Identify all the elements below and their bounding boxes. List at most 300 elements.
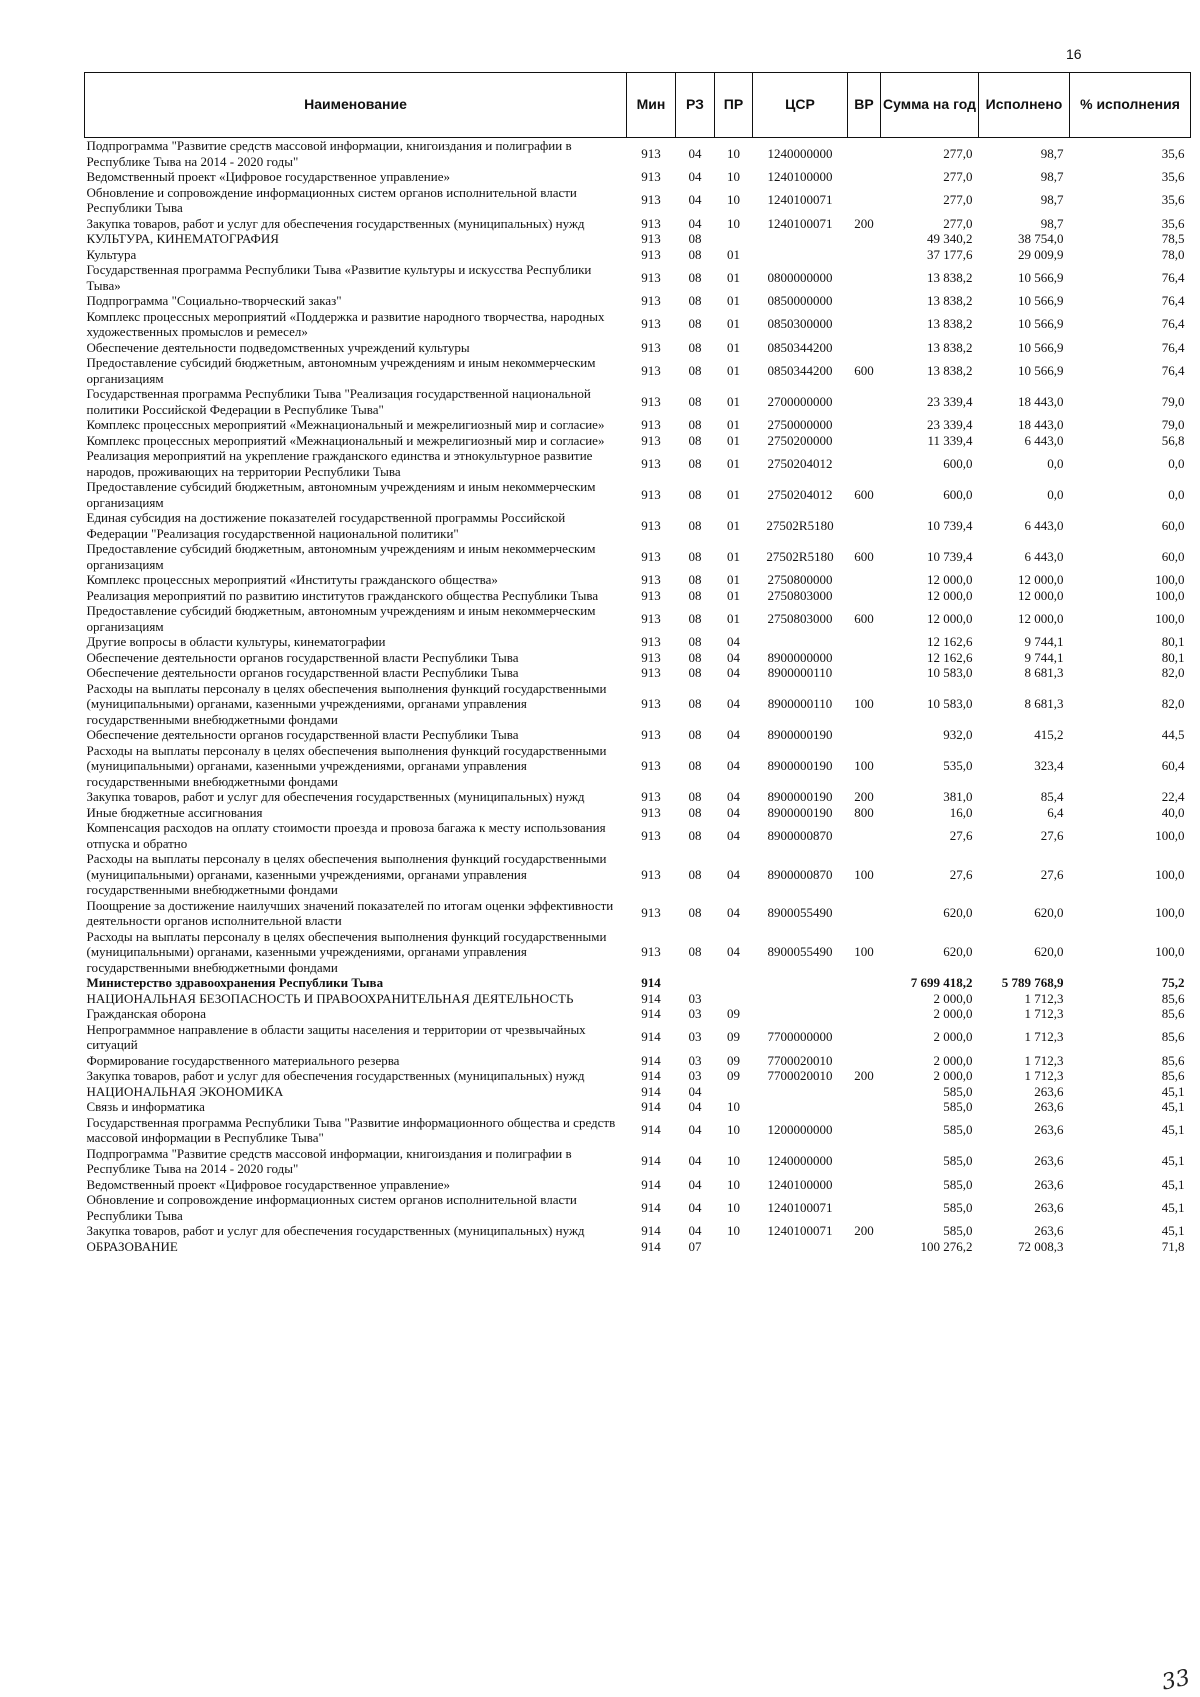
row-sum: 381,0 xyxy=(943,789,973,804)
row-csr: 8900000110 xyxy=(767,696,833,711)
row-vr: 100 xyxy=(854,758,874,773)
table-row xyxy=(85,1177,1191,1193)
row-done: 6 443,0 xyxy=(1024,548,1064,564)
row-pr: 10 xyxy=(727,1153,740,1169)
row-name: Обеспечение деятельности подведомственных учреждений культуры xyxy=(86,339,470,355)
row-sum: 2 000,0 xyxy=(933,1006,973,1021)
row-csr: 0800000000 xyxy=(767,269,833,285)
row-vr xyxy=(848,417,881,433)
row-vr xyxy=(848,340,881,356)
row-min: 913 xyxy=(641,610,661,626)
table-row xyxy=(85,743,1191,790)
table-row xyxy=(85,1053,1191,1069)
budget-table-sheet xyxy=(84,72,1190,1254)
row-pct: 45,1 xyxy=(1161,1199,1185,1215)
row-pct: 76,4 xyxy=(1161,339,1185,355)
row-done: 6 443,0 xyxy=(1024,432,1064,448)
row-done: 263,6 xyxy=(1034,1083,1064,1099)
row-done: 27,6 xyxy=(1040,827,1064,843)
row-rz: 08 xyxy=(688,246,702,262)
row-name: Комплекс процессных мероприятий «Межнациональный и межрелигиозный мир и согласие» xyxy=(86,417,605,432)
row-csr: 2750803000 xyxy=(767,587,833,603)
row-pct: 80,1 xyxy=(1161,634,1185,649)
row-csr: 1240100071 xyxy=(767,215,833,231)
row-min: 913 xyxy=(641,362,661,378)
row-csr: 7700000000 xyxy=(767,1029,833,1045)
row-min: 913 xyxy=(641,417,661,432)
row-pr: 09 xyxy=(727,1052,740,1068)
row-csr: 8900000190 xyxy=(767,804,833,820)
row-csr: 8900000000 xyxy=(767,649,833,665)
table-row xyxy=(85,572,1191,588)
row-csr: 2750204012 xyxy=(767,486,833,502)
row-min: 914 xyxy=(641,1153,661,1169)
table-row xyxy=(85,820,1191,851)
row-csr: 27502R5180 xyxy=(766,548,834,564)
row-vr xyxy=(848,293,881,309)
row-min: 913 xyxy=(641,587,661,603)
row-vr: 200 xyxy=(854,215,874,231)
row-name: Государственная программа Республики Тыва "Развитие информационного общества и средств массовой информации в Республике Тыва" xyxy=(86,1114,616,1145)
row-sum: 100 276,2 xyxy=(920,1238,973,1254)
row-done: 1 712,3 xyxy=(1024,1068,1064,1083)
row-rz: 08 xyxy=(688,758,702,773)
row-csr: 8900000190 xyxy=(767,758,833,773)
row-min: 913 xyxy=(641,393,661,409)
row-rz: 08 xyxy=(688,634,702,649)
row-pct: 60,0 xyxy=(1161,548,1185,564)
row-vr: 200 xyxy=(854,1068,874,1083)
row-sum: 2 000,0 xyxy=(933,1068,973,1083)
row-rz: 04 xyxy=(688,1099,702,1114)
row-rz: 03 xyxy=(688,1006,702,1021)
row-pr: 01 xyxy=(727,339,740,355)
table-row xyxy=(85,1192,1191,1223)
row-sum: 277,0 xyxy=(943,169,973,184)
row-pct: 56,8 xyxy=(1161,432,1185,448)
row-csr xyxy=(753,1099,848,1115)
row-min: 914 xyxy=(641,1099,661,1114)
row-name: Подпрограмма "Социально-творческий заказ" xyxy=(86,293,342,308)
row-pr: 01 xyxy=(727,455,740,471)
row-pct: 40,0 xyxy=(1161,804,1185,820)
row-rz: 08 xyxy=(688,393,702,409)
row-pct: 76,4 xyxy=(1161,362,1185,378)
row-min: 913 xyxy=(641,634,661,649)
header-name: Наименование xyxy=(85,73,627,138)
row-pct: 35,6 xyxy=(1161,192,1185,208)
row-done: 1 712,3 xyxy=(1024,1006,1064,1021)
row-name: Расходы на выплаты персоналу в целях обеспечения выполнения функций государственными (муниципальными) органами, казенными учреждениями, органами управления государственными внебюджетными фондами xyxy=(86,851,607,897)
row-pr: 01 xyxy=(727,393,740,409)
row-pr: 04 xyxy=(727,696,740,711)
row-csr xyxy=(753,975,848,991)
row-vr: 600 xyxy=(854,548,874,564)
row-pr: 01 xyxy=(727,548,740,564)
row-vr: 600 xyxy=(854,610,874,626)
table-row xyxy=(85,309,1191,340)
row-rz: 03 xyxy=(688,1052,702,1068)
row-done: 10 566,9 xyxy=(1018,269,1064,285)
row-vr xyxy=(848,1006,881,1022)
row-vr xyxy=(848,1146,881,1177)
row-rz: 08 xyxy=(688,316,702,332)
row-done: 27,6 xyxy=(1040,866,1064,882)
table-row xyxy=(85,603,1191,634)
row-csr: 1200000000 xyxy=(767,1122,833,1138)
row-min: 914 xyxy=(641,1006,661,1021)
row-csr xyxy=(753,1239,848,1255)
row-min: 913 xyxy=(641,649,661,665)
row-done: 8 681,3 xyxy=(1024,696,1064,711)
row-pct: 76,4 xyxy=(1161,316,1185,332)
row-rz: 08 xyxy=(688,231,702,246)
row-rz: 08 xyxy=(688,944,702,959)
row-sum: 23 339,4 xyxy=(927,393,973,409)
table-row xyxy=(85,510,1191,541)
row-vr xyxy=(848,169,881,185)
row-pct: 78,0 xyxy=(1161,246,1185,262)
row-pct: 82,0 xyxy=(1161,696,1185,711)
row-name: Закупка товаров, работ и услуг для обеспечения государственных (муниципальных) нужд xyxy=(86,789,585,804)
row-done: 0,0 xyxy=(1047,455,1064,471)
row-vr: 200 xyxy=(854,789,874,804)
row-min: 913 xyxy=(641,827,661,843)
row-min: 914 xyxy=(641,975,661,990)
row-pr: 01 xyxy=(727,572,740,587)
row-sum: 585,0 xyxy=(943,1153,973,1169)
row-name: Расходы на выплаты персоналу в целях обеспечения выполнения функций государственными (муниципальными) органами, казенными учреждениями, органами управления государственными внебюджетными фондами xyxy=(86,928,607,975)
row-pr: 09 xyxy=(727,1029,740,1045)
table-row xyxy=(85,1068,1191,1084)
row-csr xyxy=(753,1006,848,1022)
row-rz: 08 xyxy=(688,548,702,564)
row-vr xyxy=(848,309,881,340)
table-row xyxy=(85,1239,1191,1255)
table-row xyxy=(85,355,1191,386)
table-row xyxy=(85,789,1191,805)
row-pr: 01 xyxy=(727,246,740,262)
row-name: Реализация мероприятий по развитию институтов гражданского общества Республики Тыва xyxy=(86,587,599,603)
row-csr xyxy=(753,634,848,650)
row-rz: 04 xyxy=(688,215,702,231)
row-min: 913 xyxy=(641,517,661,533)
row-vr xyxy=(848,262,881,293)
row-name: Ведомственный проект «Цифровое государственное управление» xyxy=(86,169,450,184)
row-csr: 1240100071 xyxy=(767,192,833,208)
row-min: 913 xyxy=(641,665,661,680)
row-sum: 10 739,4 xyxy=(927,517,973,533)
row-name: Предоставление субсидий бюджетным, автономным учреждениям и иным некоммерческим организациям xyxy=(86,603,596,634)
row-pr: 04 xyxy=(727,866,740,882)
row-vr xyxy=(848,185,881,216)
table-row xyxy=(85,541,1191,572)
row-rz: 08 xyxy=(688,905,702,921)
row-name: Предоставление субсидий бюджетным, автономным учреждениям и иным некоммерческим организациям xyxy=(86,355,596,386)
row-rz: 08 xyxy=(688,362,702,378)
row-sum: 12 162,6 xyxy=(927,634,973,649)
row-sum: 13 838,2 xyxy=(927,316,973,332)
row-sum: 585,0 xyxy=(943,1199,973,1215)
row-pct: 85,6 xyxy=(1161,1068,1185,1083)
table-row xyxy=(85,340,1191,356)
row-pr: 10 xyxy=(727,145,740,161)
row-rz: 08 xyxy=(688,587,702,603)
row-pct: 85,6 xyxy=(1161,990,1185,1006)
row-sum: 2 000,0 xyxy=(933,1052,973,1068)
row-name: Непрограммное направление в области защиты населения и территории от чрезвычайных ситуаций xyxy=(86,1021,586,1052)
row-name: Обеспечение деятельности органов государственной власти Республики Тыва xyxy=(86,649,519,665)
row-rz: 04 xyxy=(688,1176,702,1192)
row-done: 263,6 xyxy=(1034,1122,1064,1138)
row-name: Государственная программа Республики Тыва «Развитие культуры и искусства Республики Тыва» xyxy=(86,262,592,293)
row-done: 263,6 xyxy=(1034,1153,1064,1169)
row-min: 914 xyxy=(641,1068,661,1083)
row-pr: 01 xyxy=(727,587,740,603)
table-row xyxy=(85,851,1191,898)
header-vr: ВР xyxy=(848,73,881,138)
row-pct: 78,5 xyxy=(1161,231,1185,246)
row-rz: 08 xyxy=(688,649,702,665)
header-done: Исполнено xyxy=(979,73,1070,138)
row-min: 914 xyxy=(641,1029,661,1045)
row-pr: 04 xyxy=(727,727,740,742)
table-row xyxy=(85,231,1191,247)
row-vr: 100 xyxy=(854,944,874,959)
row-sum: 13 838,2 xyxy=(927,362,973,378)
row-pr: 01 xyxy=(727,417,740,432)
table-row xyxy=(85,262,1191,293)
row-min: 913 xyxy=(641,145,661,161)
row-min: 913 xyxy=(641,758,661,773)
table-row xyxy=(85,1006,1191,1022)
row-rz: 08 xyxy=(688,789,702,804)
row-done: 12 000,0 xyxy=(1018,587,1064,603)
row-done: 98,7 xyxy=(1040,215,1064,231)
table-row xyxy=(85,1099,1191,1115)
table-row xyxy=(85,665,1191,681)
row-csr xyxy=(753,247,848,263)
row-done: 98,7 xyxy=(1040,169,1064,184)
row-pct: 45,1 xyxy=(1161,1176,1185,1192)
row-pr: 04 xyxy=(727,827,740,843)
row-sum: 23 339,4 xyxy=(927,417,973,432)
row-pct: 100,0 xyxy=(1155,610,1185,626)
row-sum: 27,6 xyxy=(949,827,973,843)
row-sum: 49 340,2 xyxy=(927,231,973,246)
row-vr: 600 xyxy=(854,362,874,378)
row-csr: 27502R5180 xyxy=(766,517,834,533)
row-vr: 200 xyxy=(854,1223,874,1238)
row-sum: 37 177,6 xyxy=(927,246,973,262)
row-done: 10 566,9 xyxy=(1018,293,1064,308)
row-csr: 2750000000 xyxy=(767,417,833,432)
row-pr: 04 xyxy=(727,804,740,820)
row-name: Расходы на выплаты персоналу в целях обеспечения выполнения функций государственными (муниципальными) органами, казенными учреждениями, органами управления государственными внебюджетными фондами xyxy=(86,680,607,727)
row-vr xyxy=(848,386,881,417)
row-rz: 04 xyxy=(688,1153,702,1169)
row-done: 1 712,3 xyxy=(1024,1029,1064,1045)
row-rz: 04 xyxy=(688,1083,702,1099)
row-vr xyxy=(848,588,881,604)
row-name: Комплекс процессных мероприятий «Поддержка и развитие народного творчества, народных художественных промыслов и ремесел» xyxy=(86,308,605,339)
row-vr xyxy=(848,1084,881,1100)
table-row xyxy=(85,588,1191,604)
row-sum: 27,6 xyxy=(949,866,973,882)
row-sum: 585,0 xyxy=(943,1122,973,1138)
row-pct: 76,4 xyxy=(1161,269,1185,285)
row-vr xyxy=(848,820,881,851)
row-vr xyxy=(848,138,881,170)
row-name: НАЦИОНАЛЬНАЯ ЭКОНОМИКА xyxy=(86,1083,284,1099)
row-vr xyxy=(848,727,881,743)
row-rz xyxy=(676,975,715,991)
row-name: Закупка товаров, работ и услуг для обеспечения государственных (муниципальных) нужд xyxy=(86,1068,585,1083)
row-pct: 85,6 xyxy=(1161,1052,1185,1068)
row-done: 415,2 xyxy=(1034,727,1064,742)
row-vr xyxy=(848,1177,881,1193)
row-pct: 100,0 xyxy=(1155,572,1185,587)
table-row xyxy=(85,1115,1191,1146)
row-rz: 08 xyxy=(688,804,702,820)
row-pr: 04 xyxy=(727,905,740,921)
row-csr: 8900000110 xyxy=(767,665,833,680)
row-done: 9 744,1 xyxy=(1024,634,1064,649)
row-pct: 85,6 xyxy=(1161,1006,1185,1021)
row-csr: 2750800000 xyxy=(767,572,833,587)
row-min: 913 xyxy=(641,231,661,246)
row-pr: 10 xyxy=(727,215,740,231)
row-vr xyxy=(848,650,881,666)
row-vr xyxy=(848,572,881,588)
row-csr: 8900000870 xyxy=(767,827,833,843)
row-min: 913 xyxy=(641,486,661,502)
row-done: 18 443,0 xyxy=(1018,393,1064,409)
row-done: 6 443,0 xyxy=(1024,517,1064,533)
handwritten-page-mark: 33 xyxy=(1159,1665,1193,1696)
row-pr: 10 xyxy=(727,1176,740,1192)
budget-execution-table xyxy=(84,72,1191,1254)
row-done: 1 712,3 xyxy=(1024,1052,1064,1068)
table-row xyxy=(85,479,1191,510)
row-done: 12 000,0 xyxy=(1018,610,1064,626)
row-min: 913 xyxy=(641,215,661,231)
row-sum: 12 162,6 xyxy=(927,649,973,665)
row-min: 914 xyxy=(641,1083,661,1099)
row-rz: 08 xyxy=(688,727,702,742)
row-name: Гражданская оборона xyxy=(86,1006,207,1021)
row-vr xyxy=(848,1099,881,1115)
row-rz: 08 xyxy=(688,432,702,448)
row-name: Комплекс процессных мероприятий «Межнациональный и межрелигиозный мир и согласие» xyxy=(86,432,605,448)
row-csr: 8900055490 xyxy=(767,944,833,959)
row-done: 98,7 xyxy=(1040,145,1064,161)
row-name: Обеспечение деятельности органов государственной власти Республики Тыва xyxy=(86,727,519,742)
row-pr: 10 xyxy=(727,192,740,208)
row-done: 263,6 xyxy=(1034,1223,1064,1238)
row-pr: 10 xyxy=(727,1122,740,1138)
row-sum: 585,0 xyxy=(943,1099,973,1114)
row-sum: 535,0 xyxy=(943,758,973,773)
row-done: 5 789 768,9 xyxy=(1001,975,1064,990)
row-name: Формирование государственного материального резерва xyxy=(86,1052,400,1068)
table-row xyxy=(85,247,1191,263)
row-min: 913 xyxy=(641,316,661,332)
table-row xyxy=(85,805,1191,821)
row-csr: 0850344200 xyxy=(767,362,833,378)
row-vr: 600 xyxy=(854,486,874,502)
row-vr xyxy=(848,991,881,1007)
row-min: 913 xyxy=(641,727,661,742)
row-sum: 585,0 xyxy=(943,1223,973,1238)
row-sum: 10 583,0 xyxy=(927,696,973,711)
row-pct: 75,2 xyxy=(1161,975,1185,990)
row-name: Обновление и сопровождение информационных систем органов исполнительной власти Республики Тыва xyxy=(86,184,577,215)
row-done: 8 681,3 xyxy=(1024,665,1064,680)
row-pr: 10 xyxy=(727,169,740,184)
row-done: 10 566,9 xyxy=(1018,362,1064,378)
row-name: Связь и информатика xyxy=(86,1099,205,1114)
table-row xyxy=(85,991,1191,1007)
table-row xyxy=(85,386,1191,417)
row-pr: 10 xyxy=(727,1199,740,1215)
row-name: Закупка товаров, работ и услуг для обеспечения государственных (муниципальных) нужд xyxy=(86,215,585,231)
row-csr: 0850344200 xyxy=(767,339,833,355)
row-rz: 03 xyxy=(688,1029,702,1045)
row-pct: 22,4 xyxy=(1161,789,1185,804)
row-name: Комплекс процессных мероприятий «Институты гражданского общества» xyxy=(86,572,498,587)
row-pct: 0,0 xyxy=(1168,486,1185,502)
row-pct: 80,1 xyxy=(1161,649,1185,665)
row-min: 913 xyxy=(641,696,661,711)
row-pct: 45,1 xyxy=(1161,1099,1185,1114)
row-done: 263,6 xyxy=(1034,1099,1064,1114)
row-done: 9 744,1 xyxy=(1024,649,1064,665)
row-rz: 04 xyxy=(688,1199,702,1215)
row-pct: 60,4 xyxy=(1161,758,1185,773)
row-pr: 01 xyxy=(727,432,740,448)
row-vr: 800 xyxy=(854,804,874,820)
row-rz: 08 xyxy=(688,486,702,502)
row-done: 29 009,9 xyxy=(1018,246,1064,262)
row-name: Другие вопросы в области культуры, кинематографии xyxy=(86,634,386,649)
row-pct: 71,8 xyxy=(1161,1238,1185,1254)
row-min: 913 xyxy=(641,246,661,262)
row-sum: 13 838,2 xyxy=(927,339,973,355)
row-name: Единая субсидия на достижение показателей государственной программы Российской Федерации "Реализация государственной национальной политики" xyxy=(86,510,566,541)
row-rz: 08 xyxy=(688,610,702,626)
row-name: Ведомственный проект «Цифровое государственное управление» xyxy=(86,1176,450,1192)
row-name: Предоставление субсидий бюджетным, автономным учреждениям и иным некоммерческим организациям xyxy=(86,541,596,572)
table-row xyxy=(85,293,1191,309)
row-vr xyxy=(848,1053,881,1069)
row-csr: 8900000870 xyxy=(767,866,833,882)
row-csr: 7700020010 xyxy=(767,1068,833,1083)
row-min: 914 xyxy=(641,1122,661,1138)
page-number: 16 xyxy=(1066,46,1082,62)
row-csr: 8900055490 xyxy=(767,905,833,921)
row-csr: 2750803000 xyxy=(767,610,833,626)
row-pr: 09 xyxy=(727,1006,740,1021)
row-min: 913 xyxy=(641,944,661,959)
row-name: НАЦИОНАЛЬНАЯ БЕЗОПАСНОСТЬ И ПРАВООХРАНИТЕЛЬНАЯ ДЕЯТЕЛЬНОСТЬ xyxy=(86,990,574,1006)
row-sum: 585,0 xyxy=(943,1176,973,1192)
header-csr: ЦСР xyxy=(753,73,848,138)
row-csr: 2700000000 xyxy=(767,393,833,409)
row-min: 914 xyxy=(641,1176,661,1192)
row-min: 913 xyxy=(641,789,661,804)
row-min: 914 xyxy=(641,1052,661,1068)
